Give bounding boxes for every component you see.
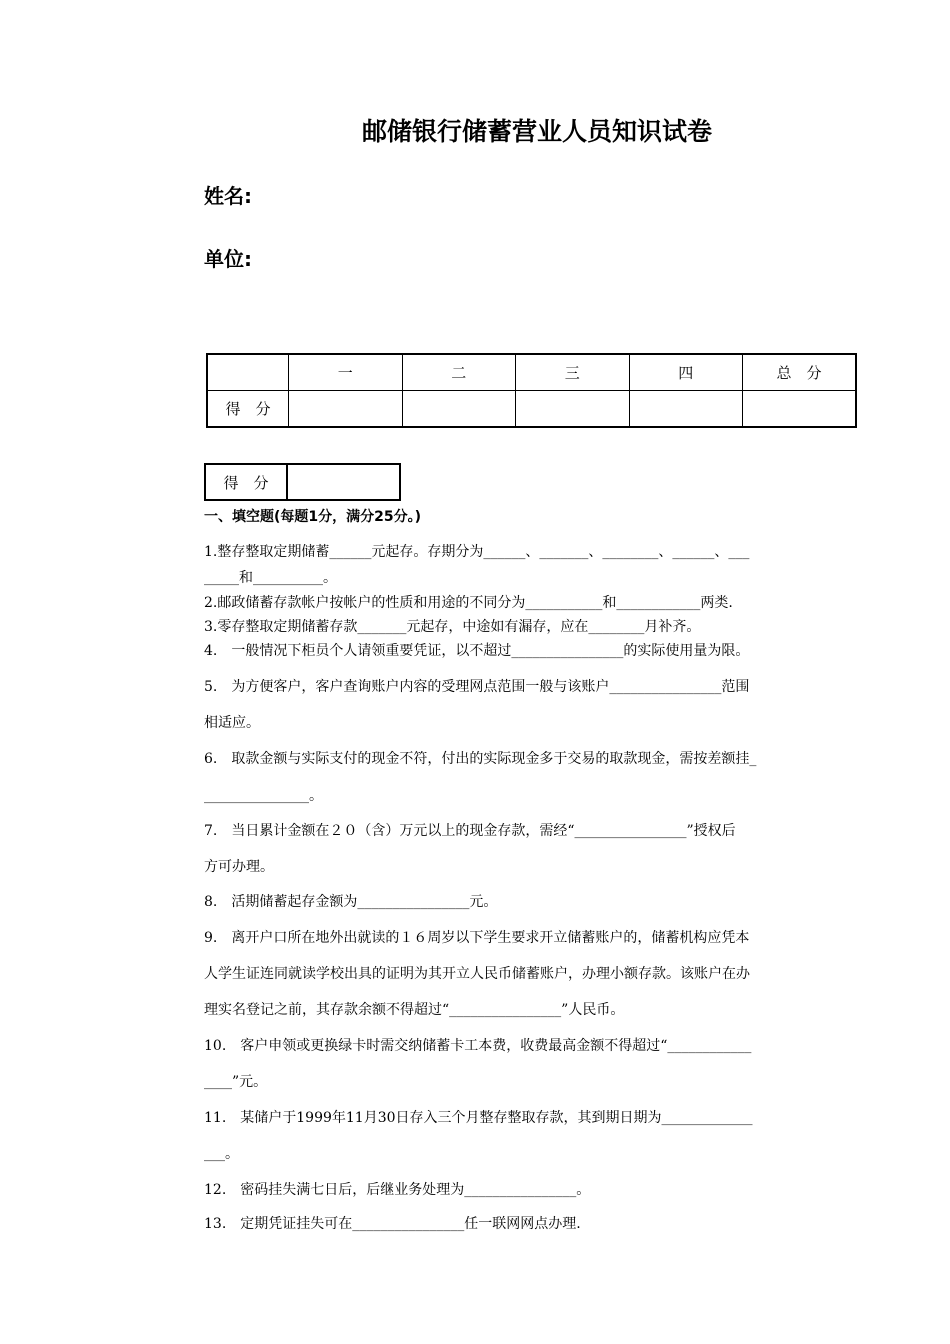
- question-line: 5. 为方便客户，客户查询账户内容的受理网点范围一般与该账户________________范围: [204, 679, 750, 695]
- score-table-score-row: [207, 391, 856, 428]
- score-cell-4[interactable]: [629, 391, 743, 428]
- score-header-3: 三: [516, 354, 630, 391]
- question-line: 2.邮政储蓄存款帐户按帐户的性质和用途的不同分为___________和____________两类.: [204, 595, 733, 611]
- question-line: 11. 某储户于1999年11月30日存入三个月整存整取存款，其到期日期为_____________: [204, 1110, 753, 1126]
- question-line: 1.整存整取定期储蓄______元起存。存期分为______、_______、________、______、___: [204, 544, 750, 560]
- question-line: _____和__________。: [204, 570, 337, 586]
- score-header-4: 四: [629, 354, 743, 391]
- score-table-header-row: [207, 354, 856, 391]
- question-line: 8. 活期储蓄起存金额为________________元。: [204, 894, 498, 910]
- question-line: _______________。: [204, 788, 323, 804]
- question-line: 方可办理。: [204, 859, 274, 875]
- score-table-corner-cell: [207, 354, 289, 391]
- section-score-label: 得 分: [205, 464, 287, 500]
- score-table: [206, 353, 857, 428]
- score-header-total: 总 分: [743, 354, 857, 391]
- question-line: ___。: [204, 1146, 239, 1162]
- score-cell-1[interactable]: [289, 391, 403, 428]
- question-line: 10. 客户申领或更换绿卡时需交纳储蓄卡工本费，收费最高金额不得超过“____________: [204, 1038, 752, 1054]
- score-cell-2[interactable]: [402, 391, 516, 428]
- unit-label: 单位:: [204, 247, 252, 271]
- question-line: 13. 定期凭证挂失可在________________任一联网网点办理.: [204, 1216, 581, 1232]
- page-title: 邮储银行储蓄营业人员知识试卷: [362, 117, 713, 146]
- question-line: 理实名登记之前，其存款余额不得超过“________________”人民币。: [204, 1002, 625, 1018]
- section-heading: 一、填空题(每题1分，满分25分。): [204, 509, 422, 525]
- question-line: 6. 取款金额与实际支付的现金不符，付出的实际现金多于交易的取款现金，需按差额挂_: [204, 751, 757, 767]
- question-line: 7. 当日累计金额在２０（含）万元以上的现金存款，需经“________________”授权后: [204, 823, 736, 839]
- score-row-label: 得 分: [207, 391, 289, 428]
- question-line: 人学生证连同就读学校出具的证明为其开立人民币储蓄账户，办理小额存款。该账户在办: [204, 966, 750, 982]
- score-header-1: 一: [289, 354, 403, 391]
- score-cell-3[interactable]: [516, 391, 630, 428]
- question-line: 3.零存整取定期储蓄存款_______元起存，中途如有漏存，应在________月补齐。: [204, 619, 701, 635]
- score-cell-total[interactable]: [743, 391, 857, 428]
- section-score-cell[interactable]: [287, 464, 400, 500]
- question-line: 12. 密码挂失满七日后，后继业务处理为________________。: [204, 1182, 591, 1198]
- question-line: 相适应。: [204, 715, 260, 731]
- section-score-box: [204, 463, 401, 501]
- question-line: 4. 一般情况下柜员个人请领重要凭证，以不超过________________的实际使用量为限。: [204, 643, 750, 659]
- question-line: ____”元。: [204, 1074, 268, 1090]
- name-label: 姓名:: [204, 184, 252, 208]
- question-line: 9. 离开户口所在地外出就读的１６周岁以下学生要求开立储蓄账户的，储蓄机构应凭本: [204, 930, 750, 946]
- score-header-2: 二: [402, 354, 516, 391]
